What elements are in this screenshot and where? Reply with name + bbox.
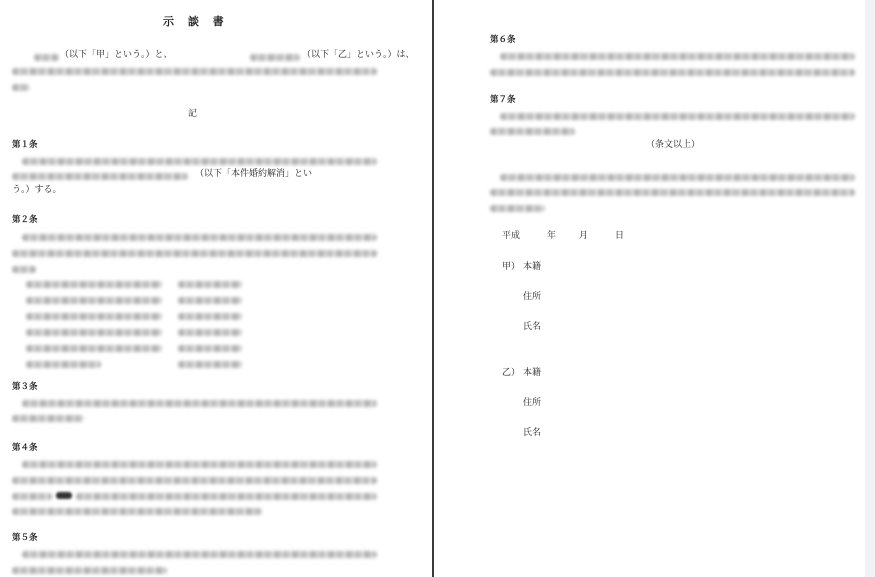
article-1-end: う。）する。 <box>12 185 62 195</box>
redacted-item <box>26 313 162 320</box>
end-of-articles: （条文以上） <box>646 140 701 150</box>
intro-text-otsu: （以下「乙」という。）は、 <box>302 50 415 60</box>
redaction-mark <box>56 492 72 499</box>
redacted-line <box>500 113 855 120</box>
redacted-line <box>12 493 52 500</box>
redacted-line <box>12 250 377 257</box>
party-b-honseki: 本籍 <box>523 368 542 378</box>
party-b-jusho: 住所 <box>523 398 542 408</box>
redacted-line <box>12 68 377 75</box>
redacted-line <box>12 173 188 180</box>
article-6-heading: 第６条 <box>490 35 516 45</box>
redacted-item <box>26 345 162 352</box>
redacted-item <box>26 361 101 368</box>
document-title: 示 談 書 <box>163 15 229 28</box>
left-page <box>0 0 432 577</box>
redacted-line <box>22 551 377 558</box>
ki-heading: 記 <box>188 109 198 119</box>
date-year: 年 <box>547 231 557 241</box>
party-a-shimei: 氏名 <box>523 322 542 332</box>
party-a-honseki: 本籍 <box>523 262 542 272</box>
article-5-heading: 第５条 <box>12 533 38 543</box>
redacted-amount <box>178 345 242 352</box>
redacted-line <box>12 477 377 484</box>
redacted-line <box>500 174 855 181</box>
date-day: 日 <box>615 231 625 241</box>
intro-text-ko: （以下「甲」という。）と、 <box>60 50 173 60</box>
party-a-label: 甲） <box>502 262 521 272</box>
redacted-item <box>26 297 162 304</box>
redacted-line <box>12 84 30 91</box>
redacted-line <box>490 189 855 196</box>
redacted-line <box>22 234 377 241</box>
redacted-line <box>490 205 545 212</box>
redacted-line <box>500 53 855 60</box>
redacted-line <box>12 567 167 574</box>
redacted-item <box>26 329 162 336</box>
redacted-line <box>490 128 575 135</box>
article-1-fragment: （以下「本件婚約解消」とい <box>195 169 313 179</box>
redacted-name-ko <box>34 54 59 61</box>
party-a-jusho: 住所 <box>523 292 542 302</box>
redacted-item <box>26 281 162 288</box>
article-3-heading: 第３条 <box>12 382 38 392</box>
party-b-shimei: 氏名 <box>523 428 542 438</box>
date-month: 月 <box>579 231 589 241</box>
redacted-amount <box>178 313 242 320</box>
redacted-line <box>22 461 377 468</box>
right-page <box>434 0 875 577</box>
redacted-line <box>76 493 377 500</box>
redacted-line <box>490 69 855 76</box>
redacted-line <box>22 158 377 165</box>
redacted-amount <box>178 281 242 288</box>
redacted-amount <box>178 361 242 368</box>
redacted-name-otsu <box>250 54 300 61</box>
redacted-amount <box>178 297 242 304</box>
redacted-amount <box>178 329 242 336</box>
article-2-heading: 第２条 <box>12 215 38 225</box>
article-4-heading: 第４条 <box>12 443 38 453</box>
article-1-heading: 第１条 <box>12 140 38 150</box>
article-7-heading: 第７条 <box>490 95 516 105</box>
redacted-line <box>12 508 262 515</box>
redacted-line <box>22 400 377 407</box>
redacted-line <box>12 415 84 422</box>
party-b-label: 乙） <box>502 368 521 378</box>
date-era: 平成 <box>502 231 521 241</box>
viewer-edge <box>865 0 875 577</box>
redacted-line <box>12 266 36 273</box>
